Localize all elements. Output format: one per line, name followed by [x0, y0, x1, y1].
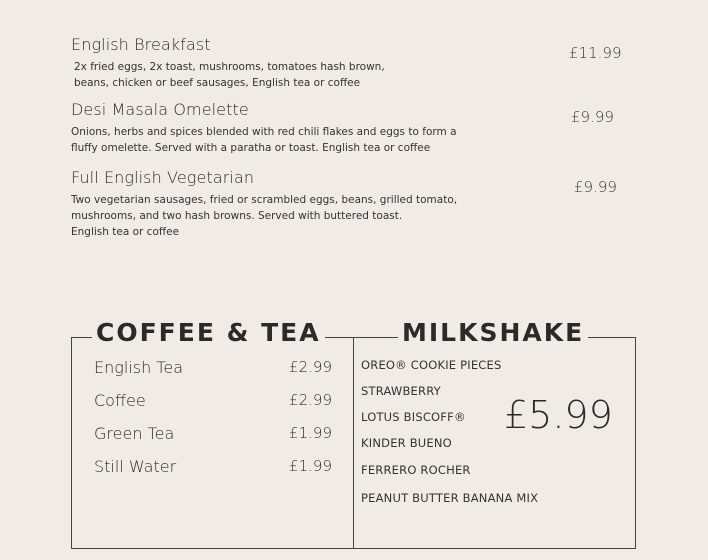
item-description: Two vegetarian sausages, fried or scrambled eggs, beans, grilled tomato, mushrooms, and two hash browns. Served with buttered toast. English tea or coffee [71, 194, 458, 238]
milkshake-title: MILKSHAKE [398, 318, 588, 347]
item-description: Onions, herbs and spices blended with red chili flakes and eggs to form a fluffy omelette. Served with a paratha or toast. English tea or coffee [71, 126, 457, 154]
menu-item-full-english-vegetarian [71, 168, 631, 240]
drink-name: Still Water [94, 457, 177, 476]
drink-price: £1.99 [289, 424, 332, 442]
item-price: £9.99 [571, 108, 614, 126]
milkshake-flavour: STRAWBERRY [361, 384, 441, 398]
drink-name: English Tea [94, 358, 184, 377]
item-price: £11.99 [569, 44, 622, 62]
coffee-tea-title: COFFEE & TEA [92, 318, 325, 347]
item-price: £9.99 [574, 178, 617, 196]
drink-row [94, 457, 332, 476]
menu-item-desi-masala-omelette [71, 100, 631, 156]
milkshake-flavour: KINDER BUENO [361, 436, 452, 450]
drink-price: £2.99 [289, 391, 332, 409]
drink-row [94, 358, 332, 377]
item-description: 2x fried eggs, 2x toast, mushrooms, tomatoes hash brown, beans, chicken or beef sausages, English tea or coffee [74, 61, 385, 89]
drink-row [94, 424, 332, 443]
milkshake-price: £5.99 [504, 393, 613, 437]
drink-price: £1.99 [289, 457, 332, 475]
item-name: Desi Masala Omelette [71, 100, 249, 119]
drink-name: Green Tea [94, 424, 175, 443]
milkshake-flavour: PEANUT BUTTER BANANA MIX [361, 491, 539, 505]
milkshake-flavour: OREO® COOKIE PIECES [361, 358, 502, 372]
item-name: English Breakfast [71, 35, 211, 54]
drink-row [94, 391, 332, 410]
drink-name: Coffee [94, 391, 146, 410]
milkshake-flavour: FERRERO ROCHER [361, 463, 471, 477]
drink-price: £2.99 [289, 358, 332, 376]
milkshake-flavour: LOTUS BISCOFF® [361, 410, 466, 424]
menu-item-english-breakfast [71, 35, 631, 91]
item-name: Full English Vegetarian [71, 168, 255, 187]
